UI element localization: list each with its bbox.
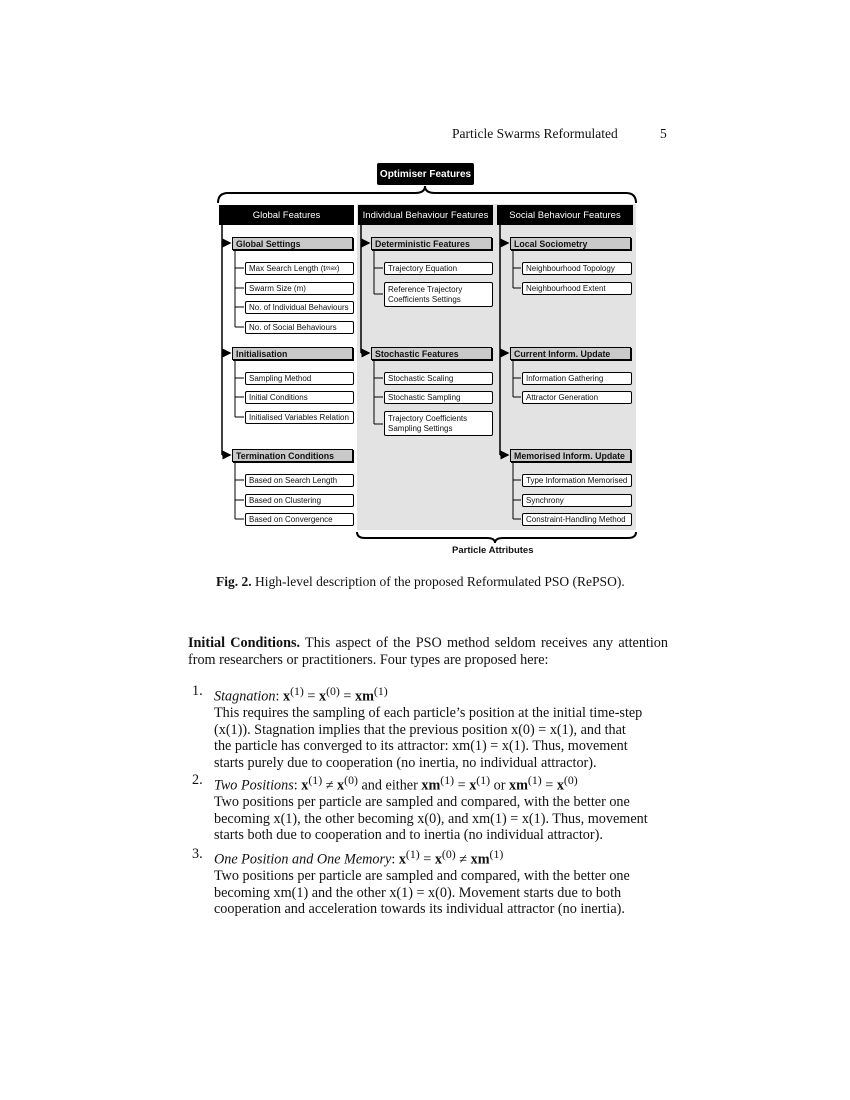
item-trajectory-coefficients-sampling: Trajectory Coefficients Sampling Settings	[384, 411, 493, 436]
list-item: 3. One Position and One Memory: $x^{(1)} = x^{(0)} \ne xm^{(1)}$ Two positions per particle are sampled and compared, with the better one becoming xm(1) and the other x(1) = x(0). Movement starts due to both cooperation and acceleration towards its individual attractor (no inertia).	[192, 846, 673, 914]
list-item-name: One Position and One Memory	[214, 851, 392, 868]
list-line: This requires the sampling of each particle’s position at the initial time-step	[214, 705, 643, 722]
item-social-behaviours: No. of Social Behaviours	[245, 321, 354, 334]
group-deterministic-features: Deterministic Features	[371, 237, 492, 250]
list-line: starts purely due to cooperation (no inertia, no individual attractor).	[214, 754, 597, 771]
list-item: 1. Stagnation: $x^{(1)} = x^{(0)} = xm^{(1)}$ This requires the sampling of each particle’s position at the initial time-step (x(1)). Stagnation implies that the previous position x(0) = x(1), and that the particle has converged to its attractor: xm(1) = x(1). Thus, movement starts purely due to cooperation (no inertia, no individual attractor).	[192, 683, 673, 767]
item-information-gathering: Information Gathering	[522, 372, 632, 385]
column-header-social: Social Behaviour Features	[497, 205, 633, 225]
figure-caption	[216, 574, 625, 590]
group-global-settings: Global Settings	[232, 237, 353, 250]
column-header-global: Global Features	[219, 205, 354, 225]
item-stochastic-scaling: Stochastic Scaling	[384, 372, 493, 385]
group-initialisation: Initialisation	[232, 347, 353, 360]
list-item-name: Stagnation	[214, 688, 276, 705]
list-line: the particle has converged to its attractor: xm(1) = x(1). Thus, movement	[214, 738, 628, 755]
column-header-individual: Individual Behaviour Features	[358, 205, 493, 225]
list-line: (x(1)). Stagnation implies that the previous position x(0) = x(1), and that	[214, 721, 626, 738]
item-individual-behaviours: No. of Individual Behaviours	[245, 301, 354, 314]
caption-label: Fig. 2.	[216, 574, 252, 589]
group-current-inform-update: Current Inform. Update	[510, 347, 631, 360]
list-line: Two positions per particle are sampled and compared, with the better one	[214, 868, 630, 885]
item-constraint-handling-method: Constraint-Handling Method	[522, 513, 632, 526]
item-attractor-generation: Attractor Generation	[522, 391, 632, 404]
item-neighbourhood-extent: Neighbourhood Extent	[522, 282, 632, 295]
paragraph-initial-conditions	[188, 635, 668, 668]
item-type-information-memorised: Type Information Memorised	[522, 474, 632, 487]
item-convergence: Based on Convergence	[245, 513, 354, 526]
group-stochastic-features: Stochastic Features	[371, 347, 492, 360]
item-max-search-length: Max Search Length (t max )	[245, 262, 354, 275]
group-local-sociometry: Local Sociometry	[510, 237, 631, 250]
item-initial-conditions: Initial Conditions	[245, 391, 354, 404]
list-line: starts both due to cooperation and to inertia (no individual attractor).	[214, 827, 603, 844]
particle-attributes-label: Particle Attributes	[452, 545, 534, 556]
item-swarm-size: Swarm Size (m)	[245, 282, 354, 295]
list-line: becoming xm(1) and the other x(1) = x(0). Movement starts due to both	[214, 884, 622, 901]
item-search-length: Based on Search Length	[245, 474, 354, 487]
paragraph-heading: Initial Conditions.	[188, 635, 301, 651]
item-sampling-method: Sampling Method	[245, 372, 354, 385]
group-termination-conditions: Termination Conditions	[232, 449, 353, 462]
list-line: cooperation and acceleration towards its individual attractor (no inertia).	[214, 901, 625, 918]
list-line: becoming x(1), the other becoming x(0), and xm(1) = x(1). Thus, movement	[214, 810, 648, 827]
item-stochastic-sampling: Stochastic Sampling	[384, 391, 493, 404]
item-clustering: Based on Clustering	[245, 494, 354, 507]
running-title: Particle Swarms Reformulated	[452, 126, 618, 141]
caption-text: High-level description of the proposed Reformulated PSO (RePSO).	[255, 574, 625, 589]
item-trajectory-equation: Trajectory Equation	[384, 262, 493, 275]
item-initialised-variables-relation: Initialised Variables Relation	[245, 411, 354, 424]
optimiser-features-label: Optimiser Features	[377, 163, 474, 185]
list-item-name: Two Positions	[214, 777, 294, 794]
item-reference-trajectory: Reference Trajectory Coefficients Settings	[384, 282, 493, 307]
paragraph-body: This aspect of the PSO method seldom receives any attention from researchers or practitioners. Four types are proposed here:	[188, 635, 668, 668]
group-memorised-inform-update: Memorised Inform. Update	[510, 449, 631, 462]
list-line: Two positions per particle are sampled and compared, with the better one	[214, 794, 630, 811]
page-number: 5	[660, 126, 667, 141]
list-item: 2. Two Positions: $x^{(1)} \ne x^{(0)}$ and either $xm^{(1)} = x^{(1)}$ or $xm^{(1)} = x^{(0)}$ Two positions per particle are sampled and compared, with the better one becoming x(1), the other becoming x(0), and xm(1) = x(1). Thus, movement starts both due to cooperation and to inertia (no individual attractor).	[192, 772, 673, 840]
item-neighbourhood-topology: Neighbourhood Topology	[522, 262, 632, 275]
item-synchrony: Synchrony	[522, 494, 632, 507]
